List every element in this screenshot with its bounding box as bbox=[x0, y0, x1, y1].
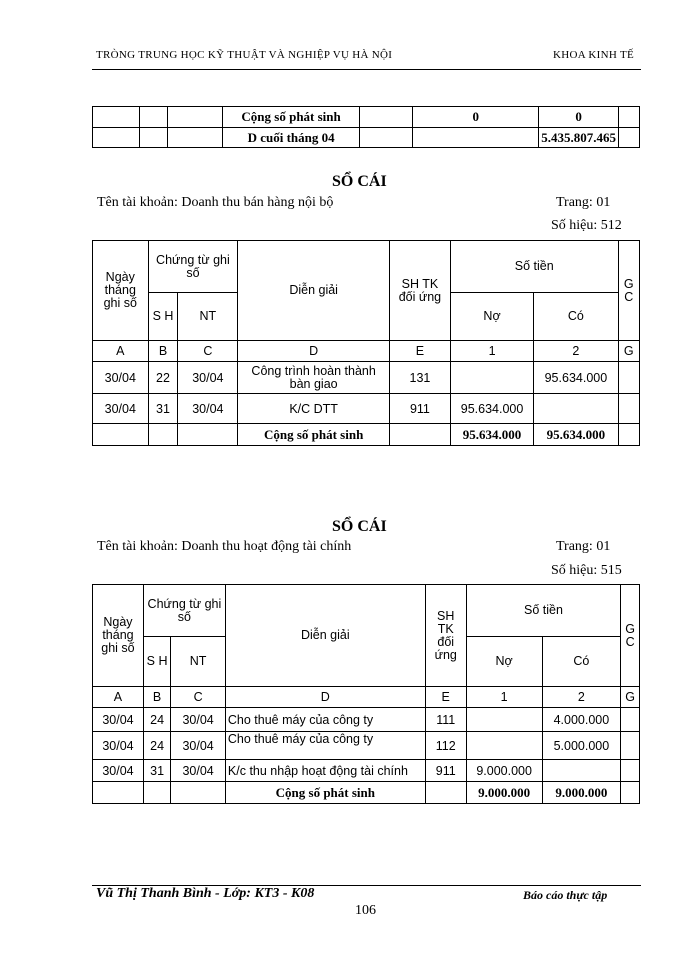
letter-2: 2 bbox=[534, 341, 618, 362]
col-debit-header: Nợ bbox=[450, 293, 533, 341]
col-amount-header: Số tiền bbox=[466, 585, 621, 637]
col-date-header: Ngày tháng ghi số bbox=[93, 241, 149, 341]
letter-a: A bbox=[93, 687, 144, 708]
col-note-header: G C bbox=[618, 241, 639, 341]
row-sh: 24 bbox=[143, 732, 170, 760]
ledger2-table bbox=[92, 584, 640, 804]
row-sh: 24 bbox=[143, 708, 170, 732]
letter-c: C bbox=[178, 341, 238, 362]
row-nt: 30/04 bbox=[178, 394, 238, 424]
table-row bbox=[93, 362, 640, 394]
ledger2-title: SỔ CÁI bbox=[332, 518, 387, 535]
letter-c: C bbox=[171, 687, 226, 708]
faculty-name: KHOA KINH TẾ bbox=[553, 49, 635, 61]
row-account: 111 bbox=[425, 708, 466, 732]
table-row bbox=[93, 732, 640, 760]
col-nt-header: NT bbox=[171, 637, 226, 687]
total-credit: 9.000.000 bbox=[542, 782, 621, 804]
row-account: 112 bbox=[425, 732, 466, 760]
row-date: 30/04 bbox=[93, 760, 144, 782]
letter-a: A bbox=[93, 341, 149, 362]
ledger1-title: SỔ CÁI bbox=[332, 173, 387, 190]
header-rule bbox=[92, 69, 641, 70]
row-sh: 31 bbox=[143, 760, 170, 782]
row-debit bbox=[466, 708, 542, 732]
col-amount-header: Số tiền bbox=[450, 241, 618, 293]
row-debit bbox=[450, 362, 533, 394]
total-debit: 9.000.000 bbox=[466, 782, 542, 804]
row-account: 911 bbox=[389, 394, 450, 424]
row-desc: K/C DTT bbox=[238, 394, 390, 424]
ledger1-code: Số hiệu: 512 bbox=[551, 218, 622, 233]
letter-1: 1 bbox=[450, 341, 533, 362]
row-credit bbox=[542, 760, 621, 782]
row-credit: 4.000.000 bbox=[542, 708, 621, 732]
total-credit: 0 bbox=[539, 107, 619, 128]
row-date: 30/04 bbox=[93, 394, 149, 424]
row-desc: K/c thu nhập hoạt động tài chính bbox=[225, 760, 425, 782]
row-nt: 30/04 bbox=[171, 732, 226, 760]
row-credit bbox=[534, 394, 618, 424]
letter-d: D bbox=[225, 687, 425, 708]
col-sh-header: S H bbox=[143, 637, 170, 687]
ledger1-account: Tên tài khoản: Doanh thu bán hàng nội bộ bbox=[97, 195, 334, 210]
letter-2: 2 bbox=[542, 687, 621, 708]
col-note-header: G C bbox=[621, 585, 640, 687]
table-row bbox=[93, 708, 640, 732]
letter-g: G bbox=[621, 687, 640, 708]
col-sh-header: S H bbox=[148, 293, 178, 341]
col-voucher-header: Chứng từ ghi số bbox=[143, 585, 225, 637]
footer-report: Báo cáo thực tập bbox=[523, 888, 608, 902]
row-date: 30/04 bbox=[93, 362, 149, 394]
row-sh: 31 bbox=[148, 394, 178, 424]
total-debit: 95.634.000 bbox=[450, 424, 533, 446]
letter-d: D bbox=[238, 341, 390, 362]
col-credit-header: Có bbox=[542, 637, 621, 687]
footer-author: Vũ Thị Thanh Bình - Lớp: KT3 - K08 bbox=[96, 886, 315, 901]
closing-debit bbox=[413, 128, 539, 148]
col-credit-header: Có bbox=[534, 293, 618, 341]
col-desc-header: Diễn giải bbox=[225, 585, 425, 687]
col-desc-header: Diễn giải bbox=[238, 241, 390, 341]
school-name: TRÒNG TRUNG HỌC KỸ THUẬT VÀ NGHIỆP VỤ HÀ NỘI bbox=[96, 49, 393, 61]
row-credit: 95.634.000 bbox=[534, 362, 618, 394]
row-credit: 5.000.000 bbox=[542, 732, 621, 760]
total-label: Cộng số phát sinh bbox=[238, 424, 390, 446]
col-nt-header: NT bbox=[178, 293, 238, 341]
table-row bbox=[93, 760, 640, 782]
letter-g: G bbox=[618, 341, 639, 362]
closing-label: D cuối tháng 04 bbox=[222, 128, 360, 148]
ledger2-page: Trang: 01 bbox=[556, 539, 611, 554]
letter-e: E bbox=[389, 341, 450, 362]
row-sh: 22 bbox=[148, 362, 178, 394]
total-label: Cộng số phát sinh bbox=[222, 107, 360, 128]
row-nt: 30/04 bbox=[171, 760, 226, 782]
letter-1: 1 bbox=[466, 687, 542, 708]
row-debit: 9.000.000 bbox=[466, 760, 542, 782]
row-desc: Cho thuê máy của công ty bbox=[225, 732, 425, 760]
ledger1-table bbox=[92, 240, 640, 446]
total-row bbox=[93, 424, 640, 446]
col-account-header: SH TK đối ứng bbox=[389, 241, 450, 341]
letter-b: B bbox=[148, 341, 178, 362]
total-credit: 95.634.000 bbox=[534, 424, 618, 446]
col-date-header: Ngày tháng ghi số bbox=[93, 585, 144, 687]
row-account: 911 bbox=[425, 760, 466, 782]
total-debit: 0 bbox=[413, 107, 539, 128]
total-row bbox=[93, 782, 640, 804]
col-debit-header: Nợ bbox=[466, 637, 542, 687]
row-debit: 95.634.000 bbox=[450, 394, 533, 424]
col-account-header: SH TK đối ứng bbox=[425, 585, 466, 687]
col-voucher-header: Chứng từ ghi số bbox=[148, 241, 238, 293]
total-label: Cộng số phát sinh bbox=[225, 782, 425, 804]
ledger2-code: Số hiệu: 515 bbox=[551, 563, 622, 578]
row-desc: Cho thuê máy của công ty bbox=[225, 708, 425, 732]
row-date: 30/04 bbox=[93, 732, 144, 760]
ledger1-page: Trang: 01 bbox=[556, 195, 611, 210]
row-debit bbox=[466, 732, 542, 760]
letter-b: B bbox=[143, 687, 170, 708]
ledger2-account: Tên tài khoản: Doanh thu hoạt động tài chính bbox=[97, 539, 352, 554]
row-nt: 30/04 bbox=[171, 708, 226, 732]
row-desc: Công trình hoàn thành bàn giao bbox=[238, 362, 390, 394]
row-nt: 30/04 bbox=[178, 362, 238, 394]
row-account: 131 bbox=[389, 362, 450, 394]
page-number: 106 bbox=[355, 903, 376, 918]
letter-e: E bbox=[425, 687, 466, 708]
row-date: 30/04 bbox=[93, 708, 144, 732]
previous-ledger-tail bbox=[92, 106, 640, 148]
closing-credit: 5.435.807.465 bbox=[539, 128, 619, 148]
table-row bbox=[93, 394, 640, 424]
